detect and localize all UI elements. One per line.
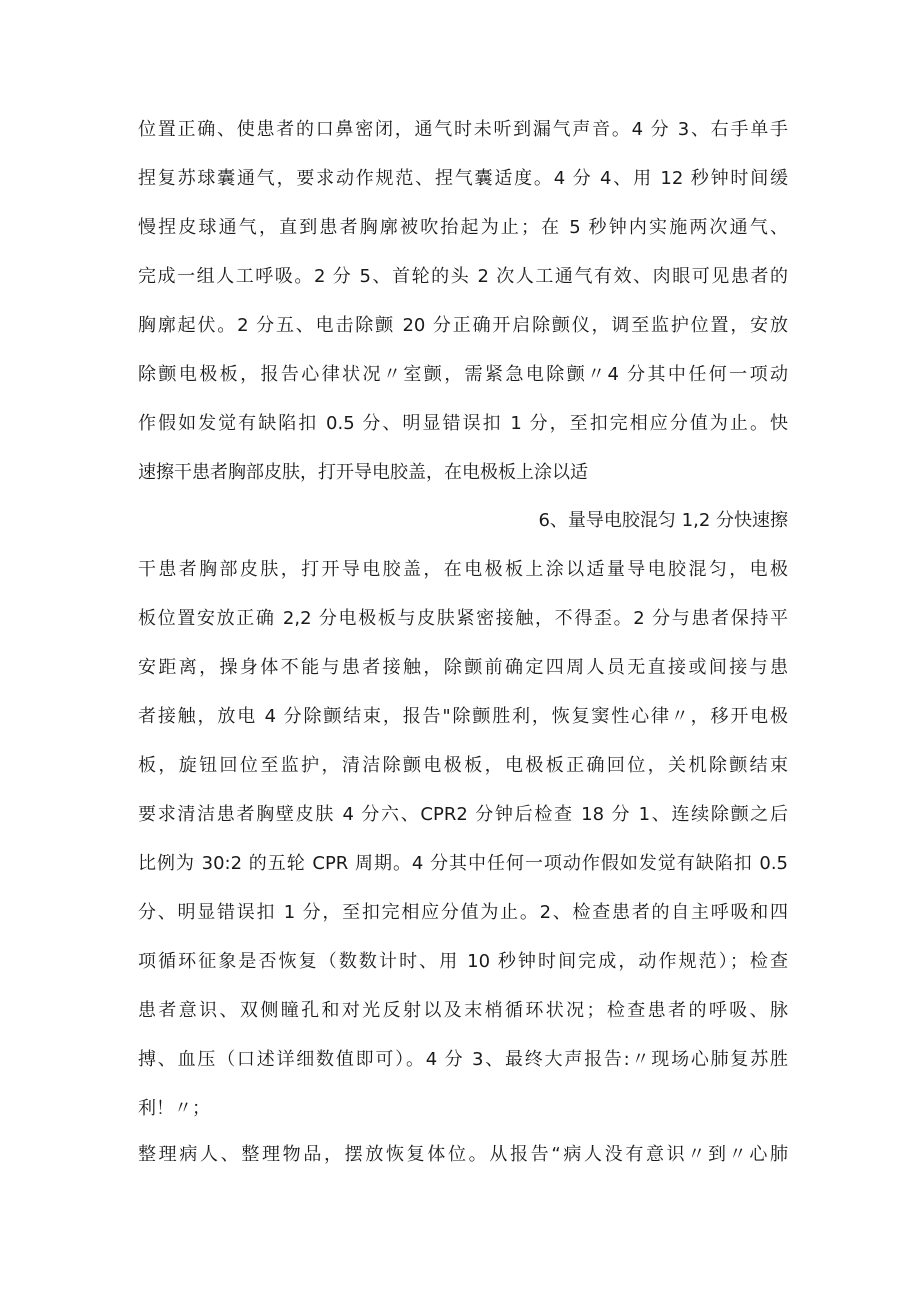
text-line: 患者意识、双侧瞳孔和对光反射以及末梢循环状况；检查患者的呼吸、脉 — [138, 1000, 788, 1021]
text-line: 整理病人、整理物品，摆放恢复体位。从报告“病人没有意识〃到〃心肺 — [138, 1144, 788, 1165]
text-line: 板位置安放正确 2,2 分电极板与皮肤紧密接触，不得歪。2 分与患者保持平 — [138, 608, 788, 629]
paragraph-electrode-cpr-check — [138, 507, 788, 1144]
text-line: 位置正确、使患者的口鼻密闭，通气时未听到漏气声音。4 分 3、右手单手 — [138, 119, 788, 140]
text-line: 除颤电极板，报告心律状况〃室颤，需紧急电除颤〃4 分其中任何一项动 — [138, 364, 788, 385]
text-line: 捏复苏球囊通气，要求动作规范、捏气囊适度。4 分 4、用 12 秒钟时间缓 — [138, 168, 788, 189]
paragraph-recovery-position — [138, 1141, 788, 1190]
text-line: 作假如发觉有缺陷扣 0.5 分、明显错误扣 1 分，至扣完相应分值为止。快 — [138, 413, 788, 434]
text-line: 要求清洁患者胸壁皮肤 4 分六、CPR2 分钟后检查 18 分 1、连续除颤之后 — [138, 804, 788, 825]
text-line: 比例为 30:2 的五轮 CPR 周期。4 分其中任何一项动作假如发觉有缺陷扣 0.5 — [138, 853, 788, 874]
text-line: 速擦干患者胸部皮肤，打开导电胶盖，在电极板上涂以适 — [138, 462, 588, 483]
text-line: 完成一组人工呼吸。2 分 5、首轮的头 2 次人工通气有效、肉眼可见患者的 — [138, 266, 788, 287]
text-line: 者接触，放电 4 分除颤结束，报告"除颤胜利，恢复窦性心律〃，移开电极 — [138, 706, 788, 727]
text-line: 搏、血压（口述详细数值即可）。4 分 3、最终大声报告:〃现场心肺复苏胜 — [138, 1049, 788, 1070]
text-line: 板，旋钮回位至监护，清洁除颤电极板，电极板正确回位，关机除颤结束 — [138, 755, 788, 776]
text-line: 分、明显错误扣 1 分，至扣完相应分值为止。2、检查患者的自主呼吸和四 — [138, 902, 788, 923]
text-line: 项循环征象是否恢复（数数计时、用 10 秒钟时间完成，动作规范）；检查 — [138, 951, 788, 972]
text-line: 利！〃； — [138, 1098, 210, 1119]
paragraph-ventilation-defibrillation — [138, 116, 788, 508]
text-line: 胸廓起伏。2 分五、电击除颤 20 分正确开启除颤仪，调至监护位置，安放 — [138, 315, 788, 336]
text-line: 干患者胸部皮肤，打开导电胶盖，在电极板上涂以适量导电胶混匀，电极 — [138, 559, 788, 580]
text-line: 6、量导电胶混匀 1,2 分快速擦 — [538, 510, 788, 531]
text-line: 安距离，操身体不能与患者接触，除颤前确定四周人员无直接或间接与患 — [138, 657, 788, 678]
text-line: 慢捏皮球通气，直到患者胸廓被吹抬起为止；在 5 秒钟内实施两次通气、 — [138, 217, 788, 238]
